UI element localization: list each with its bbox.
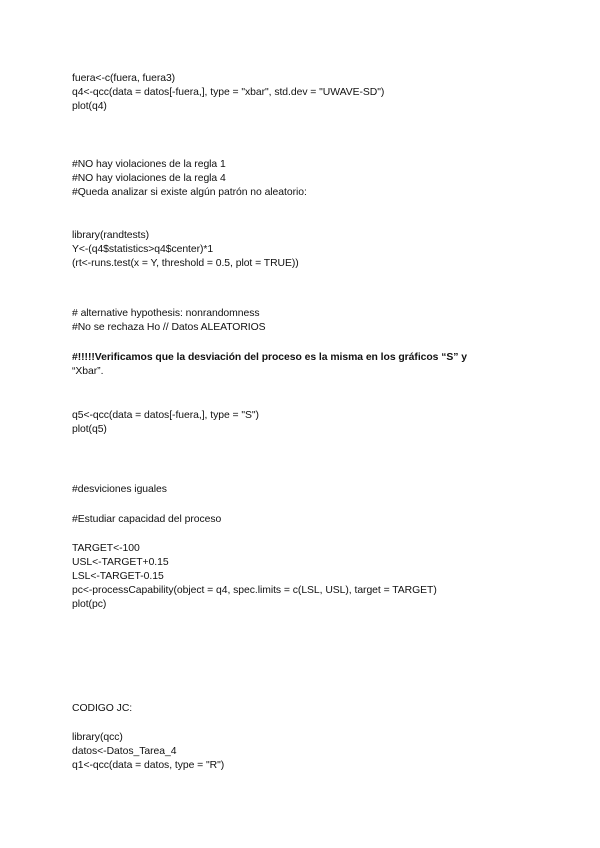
code-line-target: TARGET<-100 <box>72 543 140 554</box>
code-line-datos: datos<-Datos_Tarea_4 <box>72 746 177 757</box>
code-line-library-qcc: library(qcc) <box>72 732 123 743</box>
comment-capacidad: #Estudiar capacidad del proceso <box>72 514 222 525</box>
section-codigo-jc: CODIGO JC: <box>72 703 133 714</box>
comment-rule-4: #NO hay violaciones de la regla 4 <box>72 173 226 184</box>
code-line-plot-q4: plot(q4) <box>72 101 107 112</box>
code-line-q4: q4<-qcc(data = datos[-fuera,], type = "xbar", std.dev = "UWAVE-SD") <box>72 87 385 98</box>
code-line-pc: pc<-processCapability(object = q4, spec.limits = c(LSL, USL), target = TARGET) <box>72 585 437 596</box>
code-line-plot-pc: plot(pc) <box>72 599 107 610</box>
comment-rule-1: #NO hay violaciones de la regla 1 <box>72 159 226 170</box>
code-line-y: Y<-(q4$statistics>q4$center)*1 <box>72 244 214 255</box>
code-line-lsl: LSL<-TARGET-0.15 <box>72 571 164 582</box>
code-line-plot-q5: plot(q5) <box>72 424 107 435</box>
code-line-q5: q5<-qcc(data = datos[-fuera,], type = "S") <box>72 410 259 421</box>
code-line-fuera: fuera<-c(fuera, fuera3) <box>72 73 176 84</box>
comment-no-rechaza: #No se rechaza Ho // Datos ALEATORIOS <box>72 322 266 333</box>
comment-pattern: #Queda analizar si existe algún patrón no aleatorio: <box>72 187 307 198</box>
bold-heading-verify: #!!!!!Verificamos que la desviación del proceso es la misma en los gráficos “S” y <box>72 352 467 363</box>
code-line-usl: USL<-TARGET+0.15 <box>72 557 169 568</box>
comment-alternative-hypothesis: # alternative hypothesis: nonrandomness <box>72 308 260 319</box>
bold-heading-verify-cont: “Xbar”. <box>72 366 104 377</box>
code-line-q1: q1<-qcc(data = datos, type = "R") <box>72 760 225 771</box>
code-line-runs-test: (rt<-runs.test(x = Y, threshold = 0.5, plot = TRUE)) <box>72 258 299 269</box>
code-line-library-randtests: library(randtests) <box>72 230 150 241</box>
comment-desviaciones: #desviciones iguales <box>72 484 167 495</box>
